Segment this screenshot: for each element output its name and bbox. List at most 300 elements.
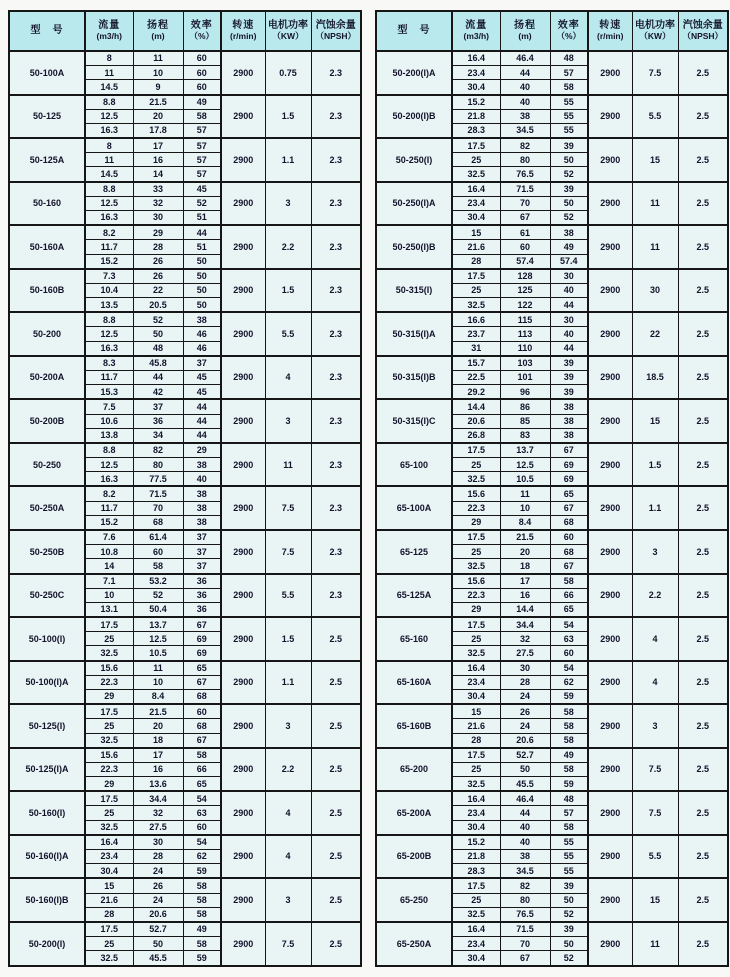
head-cell: 26 — [133, 878, 183, 893]
efficiency-cell: 57 — [183, 167, 221, 182]
flow-cell: 32.5 — [452, 777, 500, 792]
model-cell: 50-160A — [9, 225, 85, 269]
speed-cell: 2900 — [221, 486, 265, 530]
power-cell: 7.5 — [632, 791, 678, 835]
header-power-unit: （KW） — [639, 31, 671, 42]
flow-cell: 23.4 — [452, 196, 500, 210]
npsh-cell: 2.5 — [678, 922, 728, 966]
flow-cell: 15.7 — [452, 356, 500, 371]
head-cell: 34.4 — [133, 791, 183, 806]
model-cell: 50-160(I) — [9, 791, 85, 835]
efficiency-cell: 46 — [183, 341, 221, 356]
power-cell: 5.5 — [265, 574, 311, 618]
flow-cell: 15.2 — [85, 254, 133, 269]
header-head — [133, 11, 183, 51]
speed-cell: 2900 — [221, 791, 265, 835]
head-cell: 17 — [133, 748, 183, 763]
model-block-row — [9, 269, 361, 284]
flow-cell: 15.2 — [452, 95, 500, 110]
speed-cell: 2900 — [588, 835, 632, 879]
model-block-row — [9, 356, 361, 371]
header-model-label: 型 号 — [30, 25, 64, 37]
flow-cell: 16.3 — [85, 123, 133, 138]
model-block-row — [376, 356, 728, 371]
efficiency-cell: 38 — [550, 428, 588, 443]
speed-cell: 2900 — [588, 704, 632, 748]
flow-cell: 32.5 — [452, 472, 500, 487]
efficiency-cell: 52 — [550, 167, 588, 182]
head-cell: 34 — [133, 428, 183, 443]
header-power — [632, 11, 678, 51]
speed-cell: 2900 — [221, 661, 265, 705]
flow-cell: 30.4 — [452, 690, 500, 705]
header-efficiency-label: 效率 — [190, 19, 213, 31]
head-cell: 96 — [500, 385, 550, 400]
model-block-row — [376, 791, 728, 806]
efficiency-cell: 59 — [550, 777, 588, 792]
header-head — [500, 11, 550, 51]
flow-cell: 30.4 — [452, 211, 500, 226]
model-cell: 50-200(I)B — [376, 95, 452, 139]
efficiency-cell: 40 — [550, 283, 588, 297]
efficiency-cell: 55 — [550, 864, 588, 879]
efficiency-cell: 39 — [550, 922, 588, 937]
npsh-cell: 2.5 — [678, 51, 728, 95]
npsh-cell: 2.3 — [311, 51, 361, 95]
power-cell: 7.5 — [265, 486, 311, 530]
efficiency-cell: 67 — [183, 617, 221, 632]
header-npsh-label: 汽蚀余量 — [682, 19, 723, 31]
head-cell: 10 — [500, 501, 550, 515]
efficiency-cell: 65 — [550, 486, 588, 501]
efficiency-cell: 55 — [550, 109, 588, 123]
flow-cell: 22.3 — [452, 501, 500, 515]
head-cell: 45.8 — [133, 356, 183, 371]
model-cell: 50-315(I) — [376, 269, 452, 313]
head-cell: 14.4 — [500, 602, 550, 617]
power-cell: 11 — [632, 182, 678, 226]
flow-cell: 22.3 — [85, 675, 133, 689]
efficiency-cell: 39 — [550, 385, 588, 400]
speed-cell: 2900 — [588, 182, 632, 226]
flow-cell: 15.3 — [85, 385, 133, 400]
head-cell: 60 — [500, 240, 550, 254]
efficiency-cell: 58 — [550, 762, 588, 776]
flow-cell: 15.6 — [452, 486, 500, 501]
npsh-cell: 2.5 — [678, 269, 728, 313]
efficiency-cell: 54 — [550, 661, 588, 676]
efficiency-cell: 57.4 — [550, 254, 588, 269]
power-cell: 7.5 — [632, 748, 678, 792]
head-cell: 22 — [133, 283, 183, 297]
efficiency-cell: 59 — [183, 864, 221, 879]
efficiency-cell: 69 — [550, 472, 588, 487]
efficiency-cell: 52 — [550, 951, 588, 966]
efficiency-cell: 37 — [183, 545, 221, 559]
efficiency-cell: 69 — [183, 632, 221, 646]
head-cell: 10.5 — [500, 472, 550, 487]
efficiency-cell: 51 — [183, 211, 221, 226]
efficiency-cell: 38 — [183, 458, 221, 472]
power-cell: 22 — [632, 312, 678, 356]
head-cell: 52.7 — [133, 922, 183, 937]
efficiency-cell: 63 — [550, 632, 588, 646]
efficiency-cell: 60 — [183, 66, 221, 80]
model-cell: 50-200(I)A — [376, 51, 452, 95]
flow-cell: 23.4 — [85, 850, 133, 864]
npsh-cell: 2.5 — [678, 443, 728, 487]
model-cell: 50-315(I)C — [376, 399, 452, 443]
head-cell: 30 — [133, 835, 183, 850]
flow-cell: 16.4 — [85, 835, 133, 850]
head-cell: 71.5 — [500, 922, 550, 937]
head-cell: 82 — [500, 878, 550, 893]
head-cell: 20.5 — [133, 298, 183, 313]
efficiency-cell: 45 — [183, 182, 221, 197]
efficiency-cell: 44 — [183, 399, 221, 414]
head-cell: 45.5 — [133, 951, 183, 966]
flow-cell: 25 — [452, 545, 500, 559]
flow-cell: 8.2 — [85, 486, 133, 501]
efficiency-cell: 30 — [550, 269, 588, 284]
header-head-unit: (m) — [518, 31, 532, 42]
flow-cell: 13.8 — [85, 428, 133, 443]
head-cell: 50 — [133, 937, 183, 951]
flow-cell: 17.5 — [85, 617, 133, 632]
head-cell: 82 — [500, 138, 550, 153]
speed-cell: 2900 — [221, 748, 265, 792]
head-cell: 24 — [500, 690, 550, 705]
head-cell: 40 — [500, 835, 550, 850]
head-cell: 76.5 — [500, 167, 550, 182]
efficiency-cell: 39 — [550, 356, 588, 371]
speed-cell: 2900 — [588, 574, 632, 618]
flow-cell: 32.5 — [452, 907, 500, 922]
efficiency-cell: 44 — [183, 428, 221, 443]
header-model — [376, 11, 452, 51]
model-block-row — [9, 443, 361, 458]
npsh-cell: 2.5 — [678, 95, 728, 139]
flow-cell: 10.8 — [85, 545, 133, 559]
efficiency-cell: 40 — [550, 327, 588, 341]
model-cell: 65-200A — [376, 791, 452, 835]
head-cell: 20 — [133, 109, 183, 123]
flow-cell: 22.3 — [85, 762, 133, 776]
flow-cell: 14 — [85, 559, 133, 574]
model-cell: 50-315(I)B — [376, 356, 452, 400]
head-cell: 52 — [133, 588, 183, 602]
efficiency-cell: 67 — [550, 443, 588, 458]
head-cell: 58 — [133, 559, 183, 574]
efficiency-cell: 37 — [183, 356, 221, 371]
head-cell: 17 — [133, 138, 183, 153]
head-cell: 113 — [500, 327, 550, 341]
flow-cell: 15 — [452, 704, 500, 719]
efficiency-cell: 50 — [183, 254, 221, 269]
header-npsh-unit: （NPSH） — [682, 31, 724, 42]
efficiency-cell: 44 — [183, 414, 221, 428]
flow-cell: 12.5 — [85, 458, 133, 472]
head-cell: 26 — [133, 254, 183, 269]
model-cell: 50-160 — [9, 182, 85, 226]
flow-cell: 22.5 — [452, 371, 500, 385]
power-cell: 4 — [632, 617, 678, 661]
model-block-row — [9, 399, 361, 414]
head-cell: 27.5 — [133, 820, 183, 835]
model-cell: 65-250A — [376, 922, 452, 966]
efficiency-cell: 46 — [183, 327, 221, 341]
efficiency-cell: 57 — [550, 806, 588, 820]
flow-cell: 25 — [452, 632, 500, 646]
efficiency-cell: 58 — [183, 907, 221, 922]
npsh-cell: 2.5 — [311, 835, 361, 879]
header-power-label: 电机功率 — [268, 19, 308, 31]
model-block-row — [376, 51, 728, 66]
head-cell: 32 — [133, 806, 183, 820]
head-cell: 46.4 — [500, 51, 550, 66]
head-cell: 16 — [133, 762, 183, 776]
flow-cell: 32.5 — [452, 646, 500, 661]
flow-cell: 32.5 — [452, 298, 500, 313]
npsh-cell: 2.3 — [311, 443, 361, 487]
header-speed — [221, 11, 265, 51]
head-cell: 76.5 — [500, 907, 550, 922]
head-cell: 70 — [133, 501, 183, 515]
head-cell: 16 — [133, 153, 183, 167]
power-cell: 7.5 — [632, 51, 678, 95]
efficiency-cell: 58 — [550, 733, 588, 748]
flow-cell: 31 — [452, 341, 500, 356]
efficiency-cell: 63 — [183, 806, 221, 820]
model-block-row — [376, 661, 728, 676]
flow-cell: 29 — [452, 602, 500, 617]
flow-cell: 16.6 — [452, 312, 500, 327]
head-cell: 10 — [133, 675, 183, 689]
model-block-row — [9, 530, 361, 545]
head-cell: 21.5 — [133, 95, 183, 110]
flow-cell: 17.5 — [85, 704, 133, 719]
flow-cell: 21.8 — [452, 850, 500, 864]
flow-cell: 8 — [85, 51, 133, 66]
model-cell: 50-200 — [9, 312, 85, 356]
npsh-cell: 2.5 — [311, 791, 361, 835]
model-block-row — [376, 182, 728, 197]
flow-cell: 32.5 — [452, 167, 500, 182]
model-cell: 50-200A — [9, 356, 85, 400]
pump-spec-table-left — [8, 10, 362, 967]
header-head-label: 扬程 — [147, 19, 169, 31]
flow-cell: 28 — [452, 254, 500, 269]
speed-cell: 2900 — [588, 922, 632, 966]
head-cell: 125 — [500, 283, 550, 297]
npsh-cell: 2.5 — [678, 748, 728, 792]
header-flow-unit: (m3/h) — [96, 31, 122, 42]
flow-cell: 7.6 — [85, 530, 133, 545]
head-cell: 67 — [500, 951, 550, 966]
flow-cell: 8.8 — [85, 312, 133, 327]
efficiency-cell: 55 — [550, 95, 588, 110]
head-cell: 20.6 — [500, 733, 550, 748]
head-cell: 128 — [500, 269, 550, 284]
speed-cell: 2900 — [588, 791, 632, 835]
power-cell: 3 — [265, 878, 311, 922]
head-cell: 11 — [133, 51, 183, 66]
power-cell: 2.2 — [265, 225, 311, 269]
head-cell: 42 — [133, 385, 183, 400]
efficiency-cell: 50 — [183, 269, 221, 284]
header-speed-label: 转速 — [232, 19, 255, 31]
efficiency-cell: 45 — [183, 385, 221, 400]
efficiency-cell: 36 — [183, 588, 221, 602]
flow-cell: 25 — [85, 806, 133, 820]
head-cell: 61 — [500, 225, 550, 240]
flow-cell: 10.4 — [85, 283, 133, 297]
power-cell: 2.2 — [265, 748, 311, 792]
power-cell: 1.5 — [265, 617, 311, 661]
head-cell: 34.4 — [500, 617, 550, 632]
head-cell: 26 — [500, 704, 550, 719]
efficiency-cell: 50 — [550, 196, 588, 210]
header-flow-label: 流量 — [98, 19, 121, 31]
header-speed-unit: (r/min) — [230, 31, 257, 42]
model-block-row — [376, 95, 728, 110]
efficiency-cell: 67 — [183, 733, 221, 748]
model-block-row — [376, 486, 728, 501]
efficiency-cell: 49 — [183, 922, 221, 937]
head-cell: 13.7 — [133, 617, 183, 632]
model-block-row — [9, 225, 361, 240]
flow-cell: 7.1 — [85, 574, 133, 589]
efficiency-cell: 38 — [183, 486, 221, 501]
model-block-row — [9, 138, 361, 153]
header-efficiency-unit: （%） — [189, 31, 215, 42]
flow-cell: 7.5 — [85, 399, 133, 414]
head-cell: 52.7 — [500, 748, 550, 763]
npsh-cell: 2.5 — [678, 661, 728, 705]
efficiency-cell: 52 — [550, 211, 588, 226]
efficiency-cell: 44 — [550, 341, 588, 356]
flow-cell: 14.5 — [85, 80, 133, 95]
speed-cell: 2900 — [588, 225, 632, 269]
flow-cell: 15 — [85, 878, 133, 893]
head-cell: 33 — [133, 182, 183, 197]
npsh-cell: 2.5 — [678, 791, 728, 835]
model-cell: 50-160B — [9, 269, 85, 313]
efficiency-cell: 37 — [183, 530, 221, 545]
efficiency-cell: 58 — [183, 109, 221, 123]
model-cell: 65-100 — [376, 443, 452, 487]
head-cell: 110 — [500, 341, 550, 356]
flow-cell: 32.5 — [85, 951, 133, 966]
table-header-row — [9, 11, 361, 51]
flow-cell: 17.5 — [85, 922, 133, 937]
flow-cell: 15.6 — [85, 748, 133, 763]
flow-cell: 16.3 — [85, 472, 133, 487]
npsh-cell: 2.3 — [311, 486, 361, 530]
power-cell: 11 — [632, 225, 678, 269]
speed-cell: 2900 — [588, 312, 632, 356]
model-block-row — [376, 269, 728, 284]
efficiency-cell: 38 — [183, 515, 221, 530]
header-head-unit: (m) — [151, 31, 165, 42]
model-block-row — [376, 748, 728, 763]
head-cell: 67 — [500, 211, 550, 226]
flow-cell: 16.4 — [452, 661, 500, 676]
flow-cell: 12.5 — [85, 327, 133, 341]
efficiency-cell: 39 — [550, 878, 588, 893]
model-block-row — [376, 617, 728, 632]
model-block-row — [376, 574, 728, 589]
head-cell: 70 — [500, 937, 550, 951]
npsh-cell: 2.5 — [311, 704, 361, 748]
model-block-row — [9, 182, 361, 197]
header-speed-unit: (r/min) — [597, 31, 624, 42]
efficiency-cell: 57 — [183, 153, 221, 167]
head-cell: 13.6 — [133, 777, 183, 792]
npsh-cell: 2.3 — [311, 225, 361, 269]
flow-cell: 26.8 — [452, 428, 500, 443]
head-cell: 40 — [500, 820, 550, 835]
flow-cell: 16.4 — [452, 51, 500, 66]
model-block-row — [9, 922, 361, 937]
efficiency-cell: 62 — [550, 675, 588, 689]
head-cell: 21.5 — [133, 704, 183, 719]
flow-cell: 25 — [452, 283, 500, 297]
head-cell: 11 — [500, 486, 550, 501]
efficiency-cell: 45 — [183, 371, 221, 385]
npsh-cell: 2.3 — [311, 530, 361, 574]
head-cell: 8.4 — [133, 690, 183, 705]
npsh-cell: 2.5 — [678, 878, 728, 922]
table-header-row — [376, 11, 728, 51]
model-cell: 65-200 — [376, 748, 452, 792]
head-cell: 30 — [500, 661, 550, 676]
flow-cell: 17.5 — [85, 791, 133, 806]
flow-cell: 10 — [85, 588, 133, 602]
head-cell: 44 — [133, 371, 183, 385]
flow-cell: 17.5 — [452, 748, 500, 763]
efficiency-cell: 44 — [550, 298, 588, 313]
flow-cell: 8.2 — [85, 225, 133, 240]
power-cell: 1.1 — [265, 661, 311, 705]
model-cell: 50-315(I)A — [376, 312, 452, 356]
power-cell: 0.75 — [265, 51, 311, 95]
head-cell: 13.7 — [500, 443, 550, 458]
speed-cell: 2900 — [588, 399, 632, 443]
flow-cell: 22.3 — [452, 588, 500, 602]
head-cell: 77.5 — [133, 472, 183, 487]
efficiency-cell: 60 — [550, 530, 588, 545]
speed-cell: 2900 — [588, 51, 632, 95]
speed-cell: 2900 — [221, 704, 265, 748]
speed-cell: 2900 — [221, 356, 265, 400]
speed-cell: 2900 — [221, 51, 265, 95]
flow-cell: 25 — [452, 153, 500, 167]
flow-cell: 23.4 — [452, 937, 500, 951]
header-efficiency-label: 效率 — [557, 19, 580, 31]
efficiency-cell: 44 — [183, 225, 221, 240]
flow-cell: 16.3 — [85, 211, 133, 226]
efficiency-cell: 38 — [550, 399, 588, 414]
model-cell: 50-100A — [9, 51, 85, 95]
model-cell: 50-250 — [9, 443, 85, 487]
head-cell: 24 — [133, 893, 183, 907]
flow-cell: 16.4 — [452, 791, 500, 806]
head-cell: 48 — [133, 341, 183, 356]
efficiency-cell: 54 — [183, 791, 221, 806]
head-cell: 29 — [133, 225, 183, 240]
efficiency-cell: 57 — [183, 123, 221, 138]
